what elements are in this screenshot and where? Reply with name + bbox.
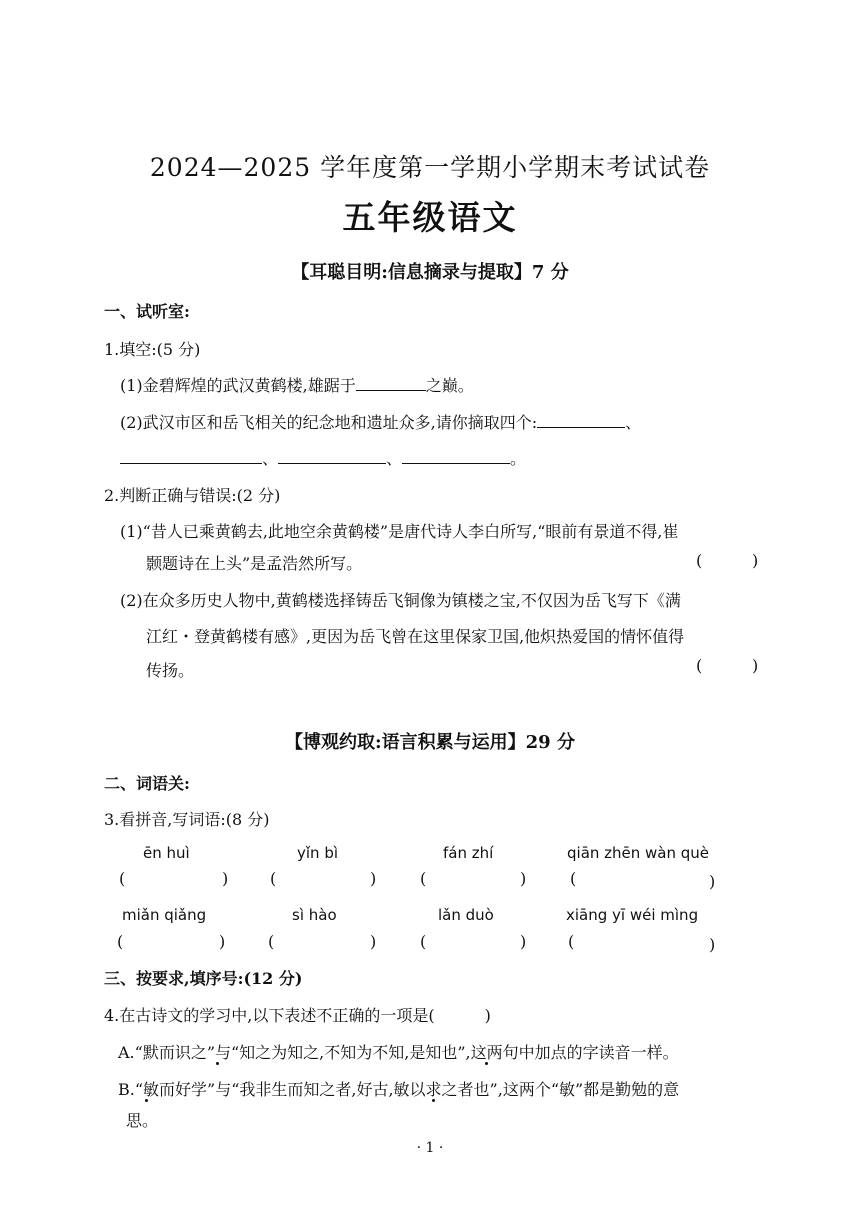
- answer-paren-close: ): [520, 869, 527, 888]
- answer-paren-open[interactable]: (: [119, 869, 126, 888]
- exam-subtitle: 五年级语文: [342, 198, 518, 237]
- answer-paren-close: ): [370, 932, 377, 951]
- answer-paren-close: ): [370, 869, 377, 888]
- option-a: A.“默而识之”与“知之为知之,不知为不知,是知也”,这两句中加点的字读音一样。: [118, 1043, 679, 1062]
- answer-blank[interactable]: [402, 447, 510, 464]
- question-2a-line2: 颢题诗在上头”是孟浩然所写。: [146, 554, 363, 573]
- pinyin-item: ēn huì: [143, 844, 190, 862]
- judge-paren-close: ): [752, 656, 759, 675]
- emphasis-dot: [485, 1062, 488, 1065]
- question-1-stem: 1.填空:(5 分): [104, 340, 201, 359]
- section-banner-2: 【博观约取:语言积累与运用】29 分: [285, 732, 575, 753]
- answer-blank[interactable]: [278, 447, 386, 464]
- answer-paren-close: ): [520, 932, 527, 951]
- pinyin-item: lǎn duò: [438, 906, 494, 924]
- answer-paren-open[interactable]: (: [420, 932, 427, 951]
- part-heading-2: 二、词语关:: [104, 774, 190, 793]
- question-1b-text: (2)武汉市区和岳飞相关的纪念地和遗址众多,请你摘取四个:: [120, 413, 538, 432]
- answer-blank[interactable]: [537, 411, 625, 428]
- answer-blank[interactable]: [356, 374, 426, 391]
- question-2-stem: 2.判断正确与错误:(2 分): [104, 486, 281, 505]
- answer-paren-open[interactable]: (: [270, 869, 277, 888]
- pinyin-item: qiān zhēn wàn què: [567, 844, 710, 862]
- question-1b-cont: [120, 446, 526, 469]
- answer-paren-open[interactable]: (: [568, 932, 575, 951]
- question-1a-text: (1)金碧辉煌的武汉黄鹤楼,雄踞于: [120, 376, 356, 395]
- emphasis-dot: [145, 1099, 148, 1102]
- option-b-line1: B.“敏而好学”与“我非生而知之者,好古,敏以求之者也”,这两个“敏”都是勤勉的意: [118, 1080, 680, 1099]
- answer-paren-open[interactable]: (: [420, 869, 427, 888]
- part-heading-3: 三、按要求,填序号:(12 分): [104, 969, 303, 988]
- judge-paren-close: ): [752, 551, 759, 570]
- exam-title: 2024—2025 学年度第一学期小学期末考试试卷: [149, 153, 711, 182]
- emphasis-dot: [432, 1099, 435, 1102]
- answer-blank[interactable]: [120, 447, 262, 464]
- answer-paren-open[interactable]: (: [117, 932, 124, 951]
- option-b-line2: 思。: [126, 1111, 159, 1130]
- pinyin-item: sì hào: [292, 906, 337, 924]
- question-3-stem: 3.看拼音,写词语:(8 分): [104, 810, 270, 829]
- question-2b-line1: (2)在众多历史人物中,黄鹤楼选择铸岳飞铜像为镇楼之宝,不仅因为岳飞写下《满: [120, 591, 681, 610]
- question-2b-line2: 江红・登黄鹤楼有感》,更因为岳飞曾在这里保家卫国,他炽热爱国的情怀值得: [146, 627, 685, 646]
- separator: 、: [625, 413, 642, 432]
- separator: 、: [262, 449, 279, 468]
- separator: 、: [386, 449, 403, 468]
- pinyin-item: xiāng yī wéi mìng: [566, 906, 699, 924]
- answer-paren-open[interactable]: (: [268, 932, 275, 951]
- page-number: · 1 ·: [416, 1140, 444, 1156]
- answer-paren-open[interactable]: (: [570, 869, 577, 888]
- emphasis-dot: [216, 1062, 219, 1065]
- question-2b-line3: 传扬。: [146, 661, 195, 680]
- paren-close: ): [484, 1006, 491, 1025]
- answer-paren-close: ): [709, 935, 716, 954]
- part-heading-1: 一、试听室:: [104, 302, 190, 321]
- sentence-end: 。: [510, 449, 527, 468]
- question-1b: [120, 410, 641, 433]
- question-4-stem: [104, 1003, 491, 1026]
- section-banner-1: 【耳聪目明:信息摘录与提取】7 分: [291, 262, 569, 283]
- question-2a-line1: (1)“昔人已乘黄鹤去,此地空余黄鹤楼”是唐代诗人李白所写,“眼前有景道不得,崔: [120, 522, 679, 541]
- pinyin-item: fán zhí: [443, 844, 494, 862]
- answer-paren-close: ): [219, 932, 226, 951]
- judge-paren-open[interactable]: (: [696, 551, 703, 570]
- question-1a: [120, 373, 474, 396]
- pinyin-item: miǎn qiǎng: [122, 906, 207, 924]
- answer-paren-close: ): [222, 869, 229, 888]
- answer-paren-close: ): [709, 872, 716, 891]
- question-1a-end: 之巅。: [425, 376, 474, 395]
- judge-paren-open[interactable]: (: [696, 656, 703, 675]
- question-4-text: 4.在古诗文的学习中,以下表述不正确的一项是(: [104, 1006, 435, 1025]
- pinyin-item: yǐn bì: [297, 844, 339, 862]
